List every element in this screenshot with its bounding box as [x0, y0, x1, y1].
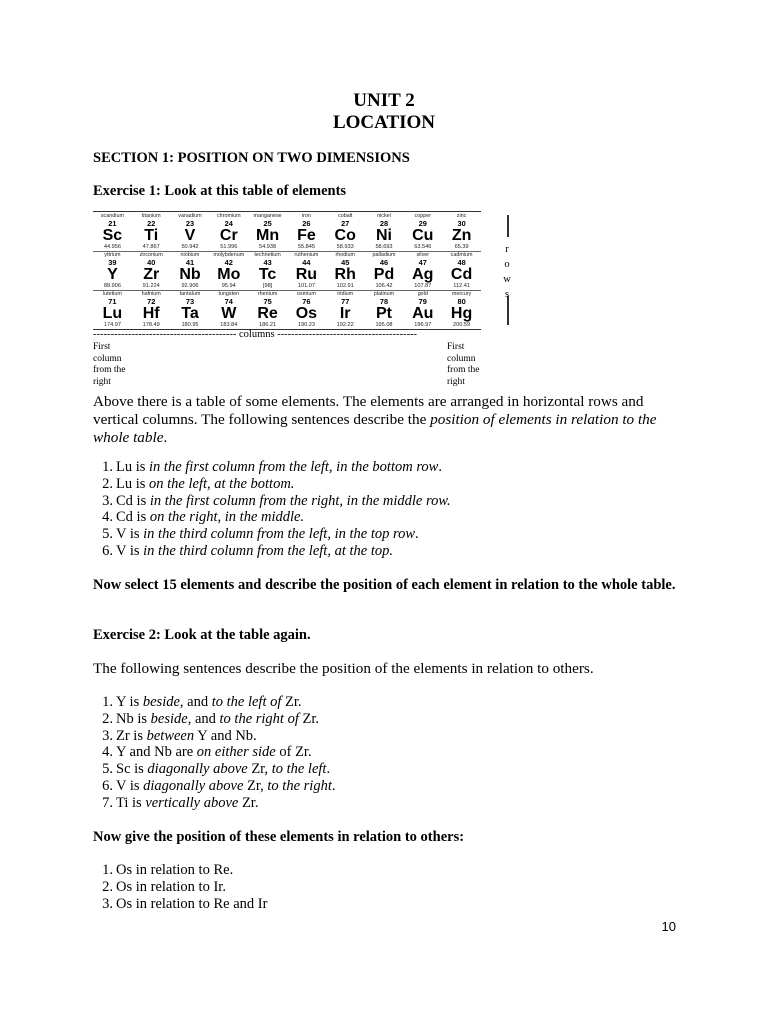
- element-number: 25: [263, 219, 272, 228]
- item-emphasis: diagonally above: [147, 761, 248, 778]
- note-line: First: [447, 342, 465, 352]
- element-mass: 47.867: [142, 244, 160, 250]
- element-symbol: Ag: [412, 266, 434, 283]
- item-emphasis: to the right: [267, 777, 332, 794]
- element-symbol: Ir: [339, 305, 351, 322]
- intro-text-end: .: [163, 429, 168, 446]
- item-text: , and: [187, 710, 220, 727]
- item-emphasis: in the third column from the left, at the top.: [143, 542, 393, 559]
- item-number: 1.: [102, 694, 113, 710]
- item-emphasis: in the first column from the left, in the bottom row: [149, 459, 439, 475]
- element-symbol: Nb: [179, 266, 201, 283]
- element-mass: 63.546: [414, 244, 432, 250]
- item-text: Ti is: [116, 794, 146, 811]
- item-text: Os in relation to Re and Ir: [116, 895, 268, 912]
- exercise1-sentence-list: [93, 459, 683, 560]
- element-symbol: Pd: [373, 266, 395, 283]
- element-symbol: Hg: [450, 305, 473, 322]
- element-mass: 192.22: [336, 322, 354, 328]
- item-text: Zr.: [238, 794, 259, 811]
- list-item: [93, 778, 683, 795]
- note-line: right: [93, 376, 111, 387]
- list-item: [93, 476, 683, 493]
- element-number: 74: [224, 297, 233, 306]
- element-number: 78: [379, 297, 389, 306]
- element-number: 39: [108, 258, 117, 267]
- element-name: nickel: [377, 213, 391, 219]
- exercise2-heading: Exercise 2: Look at the table again.: [93, 627, 311, 643]
- rows-letter: r: [505, 244, 509, 255]
- element-name: ruthenium: [294, 252, 319, 258]
- element-name: cadmium: [450, 252, 473, 258]
- note-line: right: [447, 376, 465, 387]
- exercise1-intro: [93, 393, 678, 447]
- element-mass: 91.224: [142, 283, 160, 289]
- element-mass: 54.938: [259, 244, 277, 250]
- element-number: 27: [341, 219, 350, 228]
- exercise2-question-list: [93, 862, 683, 912]
- exercise2-intro: The following sentences describe the position of the elements in relation to others.: [93, 660, 594, 677]
- list-item: [93, 711, 683, 728]
- item-text: Zr is: [116, 727, 147, 744]
- element-mass: 95.94: [221, 283, 236, 289]
- element-cell: [442, 290, 481, 329]
- item-text: Zr.: [298, 710, 320, 727]
- element-cell: [365, 212, 404, 251]
- intro-emphasis: position of elements in relation to the whole table: [93, 411, 657, 446]
- element-cell: [287, 251, 326, 290]
- element-cell: [93, 212, 132, 251]
- note-line: column: [93, 353, 122, 364]
- intro-text: Above there is a table of some elements. The elements are arranged in horizontal rows and vertical columns. The following sentences describe the: [93, 393, 644, 428]
- element-symbol: Mo: [217, 266, 241, 283]
- element-name: tantalum: [179, 291, 201, 297]
- element-name: cobalt: [338, 213, 353, 219]
- list-item: [93, 795, 683, 812]
- list-item: [93, 761, 683, 778]
- rows-letter: s: [504, 289, 510, 300]
- list-item: [93, 728, 683, 745]
- element-number: 72: [147, 297, 156, 306]
- element-mass: 102.91: [336, 283, 354, 289]
- element-number: 73: [185, 297, 195, 306]
- item-text: Lu is: [116, 459, 150, 475]
- element-symbol: Co: [334, 227, 356, 244]
- item-number: 7.: [102, 794, 113, 811]
- item-emphasis: in the first column from the right, in the middle row.: [149, 492, 451, 509]
- element-name: manganese: [253, 213, 282, 219]
- item-text: Zr,: [243, 777, 268, 794]
- element-number: 75: [263, 297, 272, 306]
- list-item: [93, 896, 683, 913]
- element-mass: 186.21: [259, 322, 277, 328]
- item-emphasis: in the third column from the left, in the top row: [143, 526, 415, 543]
- element-mass: 92.906: [181, 283, 199, 289]
- item-emphasis: on the right, in the middle.: [149, 509, 305, 526]
- element-name: rhodium: [335, 252, 355, 258]
- item-text: Sc is: [116, 761, 148, 778]
- element-mass: 44.956: [103, 244, 121, 250]
- element-number: 80: [457, 297, 466, 306]
- location-title: LOCATION: [332, 112, 436, 133]
- element-number: 40: [147, 258, 156, 267]
- element-symbol: Tc: [258, 266, 277, 283]
- element-cell: [248, 290, 287, 329]
- item-emphasis: between: [146, 727, 195, 744]
- element-symbol: Sc: [102, 227, 123, 244]
- list-item: [93, 459, 683, 476]
- item-text: Zr,: [247, 761, 272, 778]
- list-item: [93, 509, 683, 526]
- element-mass: 195.08: [375, 322, 393, 328]
- item-number: 5.: [102, 526, 113, 543]
- elements-table: [93, 211, 481, 330]
- element-mass: [98]: [262, 283, 273, 289]
- item-emphasis: beside: [150, 710, 188, 727]
- element-name: tungsten: [218, 291, 240, 297]
- item-number: 2.: [102, 710, 113, 727]
- item-text: V is: [116, 542, 144, 559]
- item-emphasis: on either side: [196, 744, 276, 761]
- item-text: V is: [116, 777, 144, 794]
- item-text: Cd is: [116, 492, 150, 509]
- item-number: 1.: [102, 459, 113, 475]
- element-cell: [365, 251, 404, 290]
- element-name: technetium: [254, 252, 281, 258]
- section-heading: SECTION 1: POSITION ON TWO DIMENSIONS: [93, 150, 410, 166]
- element-mass: 200.59: [453, 322, 471, 328]
- item-number: 2.: [102, 878, 113, 895]
- element-cell: [171, 290, 210, 329]
- element-number: 44: [302, 258, 311, 267]
- element-cell: [171, 212, 210, 251]
- element-cell: [403, 290, 442, 329]
- element-symbol: Ti: [144, 227, 159, 244]
- item-text: , and: [179, 694, 212, 710]
- element-mass: 180.95: [181, 322, 199, 328]
- item-text: .: [326, 761, 331, 778]
- row-divider: [93, 290, 481, 291]
- item-text-end: .: [438, 459, 442, 475]
- item-emphasis: on the left, at the bottom.: [149, 475, 295, 492]
- element-mass: 50.942: [181, 244, 199, 250]
- element-number: 26: [302, 219, 311, 228]
- element-number: 29: [418, 219, 427, 228]
- element-number: 41: [185, 258, 195, 267]
- element-number: 79: [418, 297, 427, 306]
- item-emphasis: to the left: [271, 761, 327, 778]
- element-cell: [365, 290, 404, 329]
- element-mass: 183.84: [220, 322, 238, 328]
- element-number: 71: [108, 297, 117, 306]
- page-number: 10: [661, 919, 676, 934]
- item-emphasis: to the left of: [211, 694, 282, 710]
- element-name: platinum: [373, 291, 395, 297]
- item-number: 6.: [102, 542, 113, 559]
- element-row: [93, 212, 481, 251]
- element-symbol: Zn: [451, 227, 472, 244]
- item-text: Nb is: [116, 710, 151, 727]
- list-item: [93, 744, 683, 761]
- element-symbol: Rh: [334, 266, 356, 283]
- item-text: Zr.: [281, 694, 302, 710]
- element-name: palladium: [372, 252, 396, 258]
- element-name: yttrium: [104, 252, 121, 258]
- element-mass: 106.42: [375, 283, 393, 289]
- element-symbol: Re: [257, 305, 278, 322]
- element-cell: [403, 251, 442, 290]
- row-divider: [93, 251, 481, 252]
- element-symbol: Fe: [297, 227, 316, 244]
- note-line: column: [447, 353, 476, 364]
- rows-letter: w: [503, 274, 511, 285]
- columns-axis-label: ----------------------------------------- columns ----------------------------------------: [93, 329, 418, 340]
- element-row: [93, 251, 481, 290]
- element-number: 45: [341, 258, 350, 267]
- exercise2-sentence-list: [93, 694, 683, 812]
- item-number: 3.: [102, 492, 113, 509]
- element-mass: 55.845: [297, 244, 315, 250]
- item-number: 4.: [102, 744, 113, 761]
- element-cell: [132, 212, 171, 251]
- element-symbol: Cr: [219, 227, 238, 244]
- element-cell: [209, 290, 248, 329]
- element-number: 24: [224, 219, 233, 228]
- item-emphasis: to the right of: [219, 710, 299, 727]
- item-text: Os in relation to Ir.: [116, 878, 226, 895]
- element-number: 28: [379, 219, 389, 228]
- element-name: osmium: [296, 291, 316, 297]
- element-name: silver: [416, 252, 430, 258]
- element-symbol: W: [221, 305, 237, 322]
- element-number: 22: [147, 219, 156, 228]
- list-item: [93, 543, 683, 560]
- list-item: [93, 862, 683, 879]
- element-symbol: Au: [412, 305, 434, 322]
- item-text: V is: [116, 526, 144, 543]
- list-item: [93, 694, 683, 711]
- element-name: chromium: [216, 213, 241, 219]
- note-line: First: [93, 342, 111, 352]
- item-text: Y and Nb are: [116, 744, 197, 761]
- element-name: niobium: [180, 252, 200, 258]
- element-cell: [287, 290, 326, 329]
- item-number: 3.: [102, 895, 113, 912]
- element-cell: [326, 251, 365, 290]
- element-cell: [171, 251, 210, 290]
- item-text: of Zr.: [275, 744, 312, 761]
- element-number: 21: [108, 219, 117, 228]
- unit-title: UNIT 2: [353, 90, 415, 111]
- item-emphasis: diagonally above: [143, 777, 244, 794]
- item-number: 3.: [102, 727, 113, 744]
- element-symbol: Mn: [256, 227, 280, 244]
- element-cell: [209, 251, 248, 290]
- element-mass: 190.23: [297, 322, 315, 328]
- element-number: 23: [185, 219, 195, 228]
- element-cell: [93, 251, 132, 290]
- item-text: .: [331, 777, 336, 794]
- element-name: iridium: [337, 291, 354, 297]
- element-mass: 196.97: [414, 322, 432, 328]
- element-mass: 51.996: [220, 244, 238, 250]
- element-mass: 58.693: [375, 244, 393, 250]
- element-mass: 112.41: [453, 283, 470, 289]
- element-mass: 101.07: [297, 283, 315, 289]
- exercise1-task: Now select 15 elements and describe the position of each element in relation to the whole table.: [93, 577, 676, 593]
- rows-letter: o: [504, 259, 510, 270]
- item-text-end: .: [415, 526, 419, 543]
- element-cell: [248, 251, 287, 290]
- item-number: 2.: [102, 475, 113, 492]
- element-cell: [248, 212, 287, 251]
- element-name: lutetium: [102, 291, 122, 297]
- item-text: Lu is: [116, 475, 150, 492]
- item-emphasis: vertically above: [145, 794, 239, 811]
- element-number: 76: [302, 297, 311, 306]
- item-number: 1.: [102, 862, 113, 878]
- element-cell: [132, 290, 171, 329]
- element-symbol: Pt: [375, 305, 392, 322]
- element-number: 43: [263, 258, 272, 267]
- element-mass: 107.87: [414, 283, 432, 289]
- element-mass: 58.933: [336, 244, 354, 250]
- element-number: 48: [457, 258, 466, 267]
- element-mass: 65.39: [454, 244, 469, 250]
- list-item: [93, 493, 683, 510]
- element-cell: [93, 290, 132, 329]
- element-mass: 174.97: [103, 322, 121, 328]
- element-cell: [442, 212, 481, 251]
- element-mass: 88.906: [103, 283, 121, 289]
- element-symbol: Hf: [142, 305, 160, 322]
- item-number: 6.: [102, 777, 113, 794]
- element-cell: [209, 212, 248, 251]
- element-cell: [132, 251, 171, 290]
- element-name: scandium: [100, 213, 124, 219]
- element-symbol: Cd: [450, 266, 473, 283]
- element-name: iron: [301, 213, 311, 219]
- exercise1-heading: Exercise 1: Look at this table of elements: [93, 183, 347, 199]
- element-cell: [442, 251, 481, 290]
- element-symbol: V: [184, 227, 196, 244]
- element-number: 42: [224, 258, 233, 267]
- rows-label: [502, 242, 512, 302]
- element-number: 46: [379, 258, 389, 267]
- item-text: Y and Nb.: [194, 727, 257, 744]
- element-number: 77: [341, 297, 350, 306]
- element-symbol: Ta: [181, 305, 199, 322]
- element-name: gold: [417, 291, 428, 297]
- note-line: from the: [447, 365, 480, 375]
- list-item: [93, 526, 683, 543]
- list-item: [93, 879, 683, 896]
- element-number: 30: [457, 219, 466, 228]
- left-column-note: [93, 342, 138, 388]
- item-number: 4.: [102, 509, 113, 526]
- element-name: copper: [414, 213, 432, 219]
- element-name: mercury: [451, 291, 472, 297]
- element-number: 47: [418, 258, 427, 267]
- element-name: hafnium: [141, 291, 161, 297]
- element-name: zirconium: [139, 252, 163, 258]
- element-row: [93, 290, 481, 329]
- item-text: Cd is: [116, 509, 150, 526]
- element-symbol: Cu: [412, 227, 434, 244]
- item-text: Os in relation to Re.: [116, 862, 234, 878]
- element-cell: [326, 290, 365, 329]
- element-cell: [326, 212, 365, 251]
- element-symbol: Y: [107, 266, 118, 283]
- element-name: zinc: [456, 213, 467, 219]
- element-name: rhenium: [257, 291, 278, 297]
- element-symbol: Lu: [102, 305, 123, 322]
- element-name: titanium: [141, 213, 161, 219]
- note-line: from the: [93, 365, 126, 375]
- element-symbol: Ni: [375, 227, 392, 244]
- element-cell: [403, 212, 442, 251]
- exercise2-task: Now give the position of these elements in relation to others:: [93, 829, 465, 845]
- item-emphasis: beside: [142, 694, 180, 710]
- element-name: molybdenum: [213, 252, 245, 258]
- item-number: 5.: [102, 761, 113, 778]
- item-text: Y is: [116, 694, 143, 710]
- element-symbol: Os: [295, 305, 318, 322]
- element-symbol: Ru: [295, 266, 318, 283]
- element-name: vanadium: [178, 213, 202, 219]
- element-symbol: Zr: [143, 266, 160, 283]
- right-column-note: [447, 342, 492, 388]
- element-mass: 178.49: [142, 322, 160, 328]
- element-cell: [287, 212, 326, 251]
